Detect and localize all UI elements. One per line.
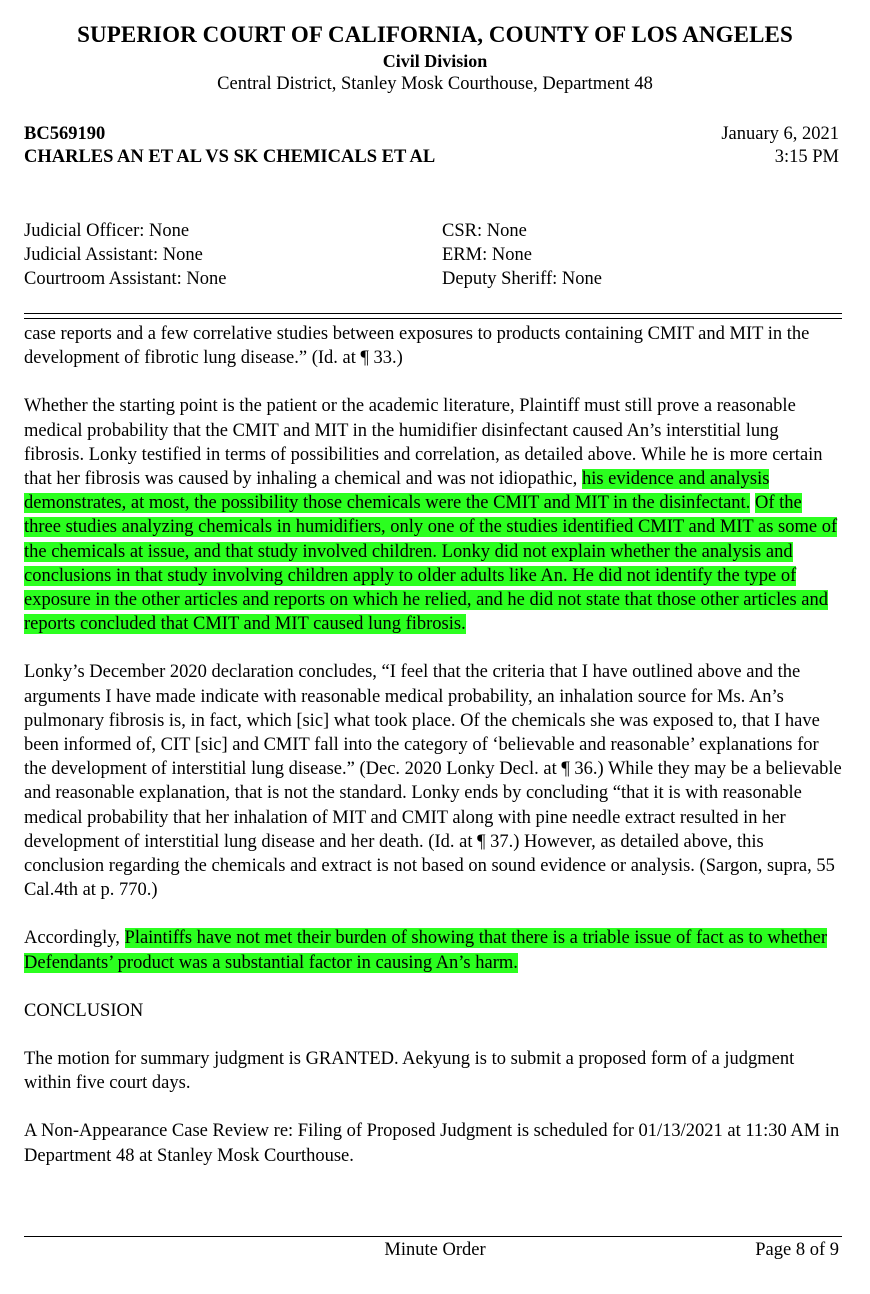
deputy-sheriff: Deputy Sheriff: None [442,269,602,289]
hearing-date: January 6, 2021 [721,124,839,144]
conclusion-heading: CONCLUSION [24,1000,144,1021]
erm: ERM: None [442,245,532,265]
officers-left-column [24,219,226,291]
paragraph-5: The motion for summary judgment is GRANTED. Aekyung is to submit a proposed form of a judgment within five court days. [24,1049,795,1094]
paragraph-4 [24,926,842,974]
judicial-officer: Judicial Officer: None [24,221,190,241]
judicial-assistant: Judicial Assistant: None [24,245,203,265]
paragraph-6: A Non-Appearance Case Review re: Filing of Proposed Judgment is scheduled for 01/13/2021 at 11:30 AM in Department 48 at Stanley Mosk Courthouse. [24,1121,840,1166]
courtroom-assistant: Courtroom Assistant: None [24,269,227,289]
hearing-time: 3:15 PM [774,147,839,167]
case-number: BC569190 [24,124,106,144]
page-number: Page 8 of 9 [755,1240,839,1260]
highlighted-text: Plaintiffs have not met their burden of showing that there is a triable issue of fact as to whether Defendants’ product was a substantial factor in causing An’s harm. [24,928,827,973]
paragraph-3: Lonky’s December 2020 declaration concludes, “I feel that the criteria that I have outlined above and the arguments I have made indicate with reasonable medical probability, an inhalation source for Ms. An’s pulmonary fibrosis is, in fact, which [sic] what took place. Of the chemicals she was exposed to, that I have been informed of, CIT [sic] and CMIT fall into the category of ‘believable and reasonable’ explanations for the development of interstitial lung disease.” (Dec. 2020 Lonky Decl. at ¶ 36.) While they may be a believable and reasonable explanation, that is not the standard. Lonky ends by concluding “that it is with reasonable medical probability that her inhalation of MIT and CMIT along with pine needle extract resulted in her development of interstitial lung disease and her death. (Id. at ¶ 37.) However, as detailed above, this conclusion regarding the chemicals and extract is not based on sound evidence or analysis. (Sargon, supra, 55 Cal.4th at p. 770.) [24,662,842,901]
district-line: Central District, Stanley Mosk Courthouse, Department 48 [217,74,653,94]
paragraph-2 [24,394,842,636]
header-divider-1 [24,313,842,314]
court-title: SUPERIOR COURT OF CALIFORNIA, COUNTY OF LOS ANGELES [77,22,793,47]
footer-label: Minute Order [384,1240,486,1260]
division-name: Civil Division [382,51,488,71]
paragraph-4-lead: Accordingly, [24,928,125,949]
paragraph-2-text: Whether the starting point is the patient or the academic literature, Plaintiff must still prove a reasonable medical probability that the CMIT and MIT in the humidifier disinfectant caused An’s interstitial lung fibrosis. Lonky testified in terms of possibilities and correlation, as detailed above. While he is more certain that her fibrosis was caused by inhaling a chemical and was not idiopathic, [24,396,823,490]
highlighted-text: his evidence and analysis demonstrates, at most, the possibility those chemicals were the CMIT and MIT in the disinfectant. [24,469,770,514]
case-name: CHARLES AN ET AL VS SK CHEMICALS ET AL [24,147,436,167]
csr: CSR: None [442,221,527,241]
order-body [24,322,842,1192]
paragraph-1: case reports and a few correlative studies between exposures to products containing CMIT and MIT in the development of fibrotic lung disease.” (Id. at ¶ 33.) [24,324,810,369]
officers-right-column [442,219,602,291]
header-divider-2 [24,318,842,319]
footer-divider [24,1236,842,1237]
highlighted-text: Of the three studies analyzing chemicals in humidifiers, only one of the studies identified CMIT and MIT as some of the chemicals at issue, and that study involved children. Lonky did not explain whether the analysis and conclusions in that study involving children apply to older adults like An. He did not identify the type of exposure in the other articles and reports on which he relied, and he did not state that those other articles and reports concluded that CMIT and MIT caused lung fibrosis. [24,493,838,635]
